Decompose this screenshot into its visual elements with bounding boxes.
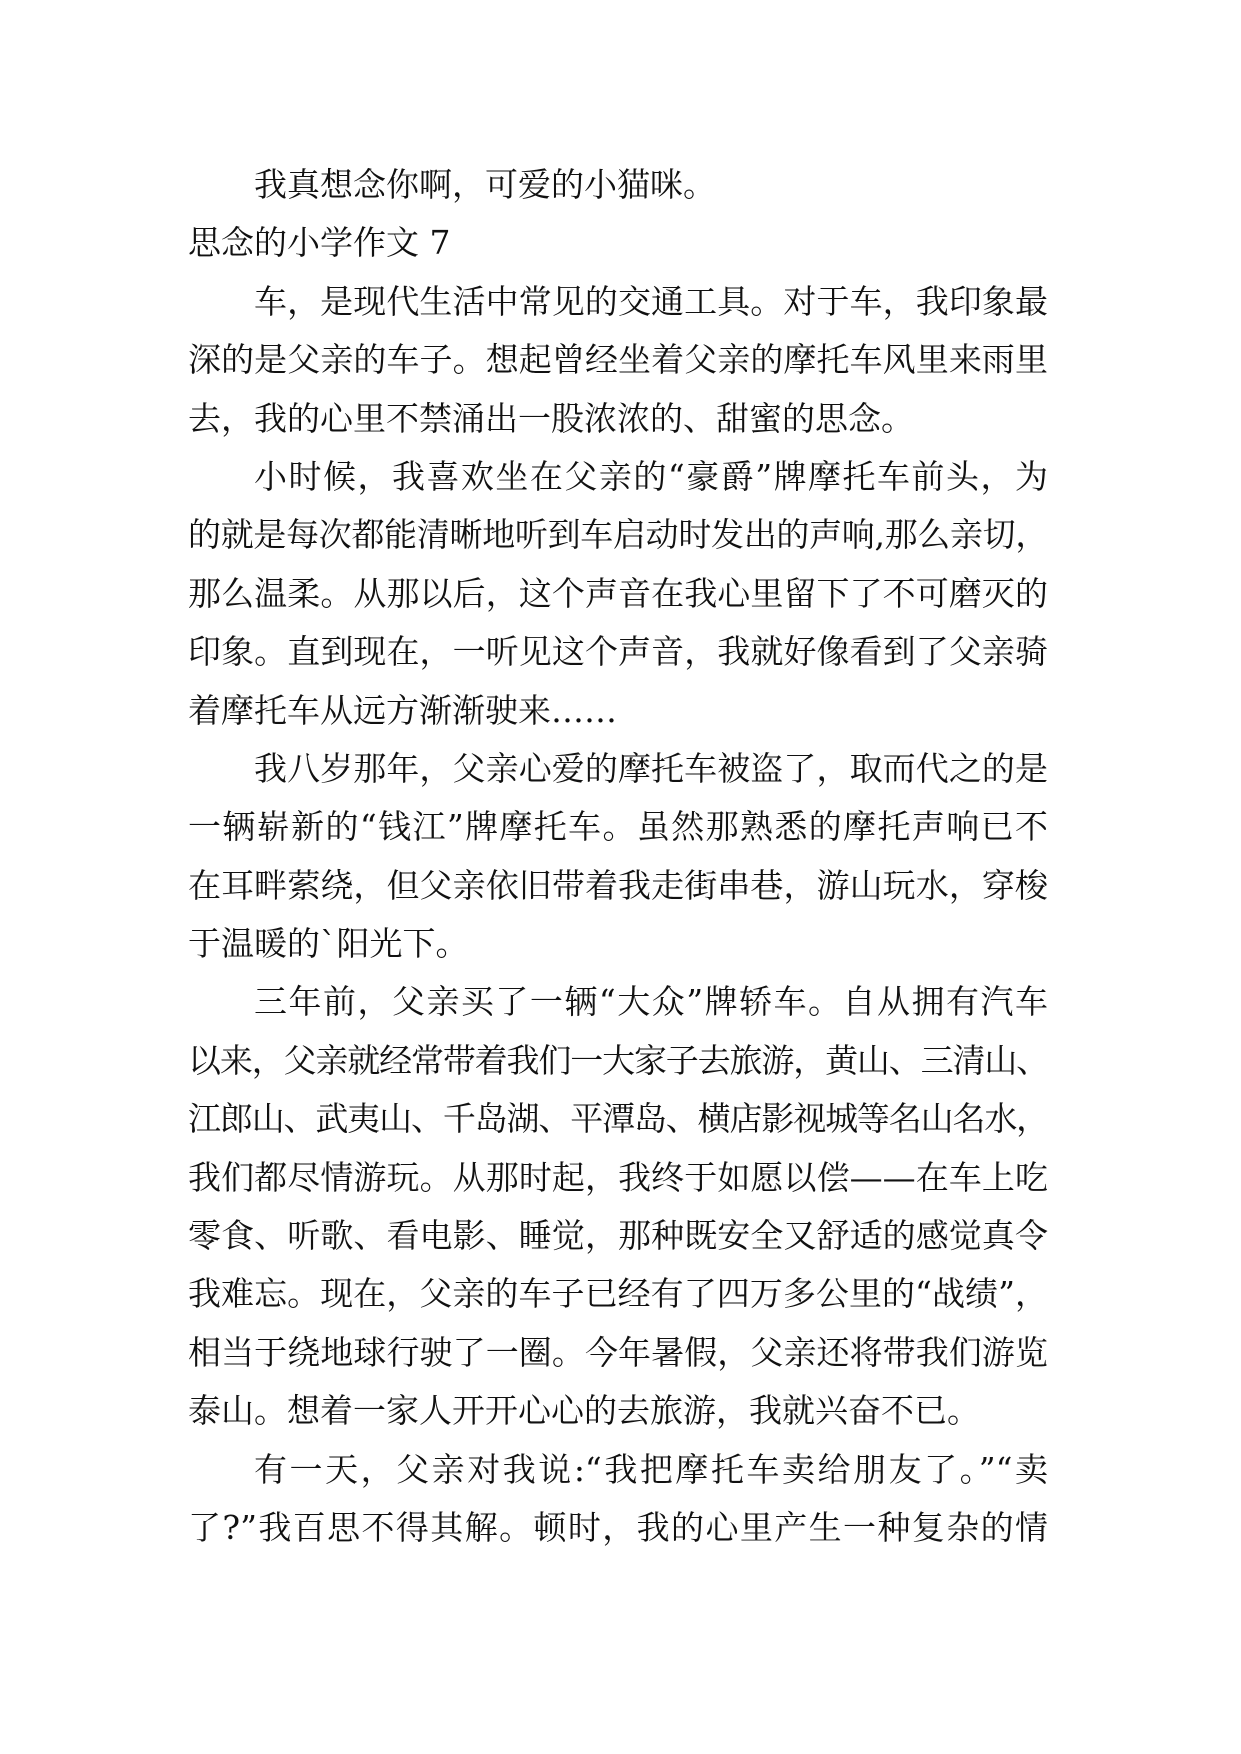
- text-line: 车，是现代生活中常见的交通工具。对于车，我印象最: [254, 281, 1048, 321]
- text-line: 在耳畔萦绕，但父亲依旧带着我走街串巷，游山玩水，穿梭: [188, 865, 1048, 905]
- text-line: 我真想念你啊，可爱的小猫咪。: [254, 165, 716, 204]
- paragraph: [188, 448, 1048, 740]
- text-line: 三年前，父亲买了一辆“大众”牌轿车。自从拥有汽车: [254, 982, 1048, 1022]
- paragraph: [188, 273, 1048, 448]
- paragraph: [188, 740, 1048, 974]
- text-line: 印象。直到现在，一听见这个声音，我就好像看到了父亲骑: [188, 632, 1048, 672]
- essay-title: 思念的小学作文 7: [188, 223, 451, 263]
- paragraph: [188, 156, 1048, 214]
- text-line: 去，我的心里不禁涌出一股浓浓的、甜蜜的思念。: [188, 398, 914, 438]
- text-line: 我们都尽情游玩。从那时起，我终于如愿以偿——在车上吃: [188, 1157, 1048, 1197]
- text-line: 相当于绕地球行驶了一圈。今年暑假，父亲还将带我们游览: [188, 1332, 1048, 1372]
- text-line: 有一天，父亲对我说:“我把摩托车卖给朋友了。”“卖: [254, 1449, 1048, 1489]
- text-line: 以来，父亲就经常带着我们一大家子去旅游，黄山、三清山、: [188, 1040, 1048, 1080]
- document-body: [188, 156, 1048, 1557]
- text-line: 泰山。想着一家人开开心心的去旅游，我就兴奋不已。: [188, 1391, 980, 1431]
- text-line: 江郎山、武夷山、千岛湖、平潭岛、横店影视城等名山名水，: [188, 1099, 1048, 1139]
- text-line: 零食、听歌、看电影、睡觉，那种既安全又舒适的感觉真令: [188, 1216, 1048, 1256]
- text-line: 那么温柔。从那以后，这个声音在我心里留下了不可磨灭的: [188, 573, 1048, 613]
- text-line: 一辆崭新的“钱江”牌摩托车。虽然那熟悉的摩托声响已不: [188, 807, 1048, 847]
- text-line: 我难忘。现在，父亲的车子已经有了四万多公里的“战绩”，: [188, 1274, 1048, 1314]
- paragraph: [188, 1441, 1048, 1558]
- text-line: 于温暖的`阳光下。: [188, 924, 469, 964]
- text-line: 我八岁那年，父亲心爱的摩托车被盗了，取而代之的是: [254, 748, 1048, 788]
- text-line: 小时候，我喜欢坐在父亲的“豪爵”牌摩托车前头，为: [254, 456, 1048, 496]
- text-line: 深的是父亲的车子。想起曾经坐着父亲的摩托车风里来雨里: [188, 340, 1048, 380]
- text-line: 了?”我百思不得其解。顿时，我的心里产生一种复杂的情: [188, 1507, 1048, 1547]
- text-line: 着摩托车从远方渐渐驶来……: [188, 690, 617, 730]
- text-line: 的就是每次都能清晰地听到车启动时发出的声响,那么亲切，: [188, 515, 1048, 555]
- paragraph: [188, 973, 1048, 1440]
